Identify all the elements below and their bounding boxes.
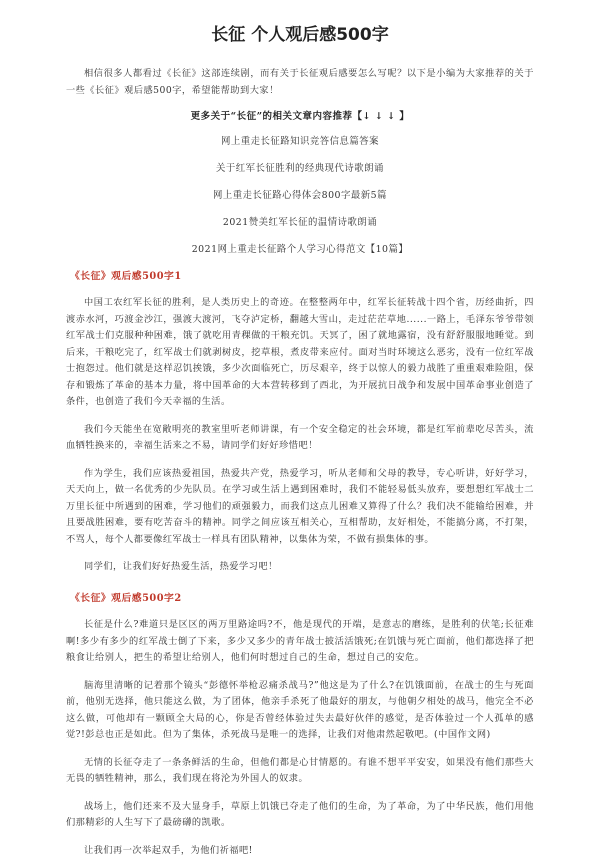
recommend-list — [66, 134, 534, 258]
body-paragraph: 战场上，他们还来不及大显身手，草原上饥饿已夺走了他们的生命，为了革命，为了中华民族，他们用他们那精彩的人生写下了最磅礴的凯歌。 — [66, 799, 534, 832]
section-title: 《长征》观后感500字1 — [66, 269, 534, 286]
recommend-heading: 更多关于“长征”的相关文章内容推荐【↓ ↓ ↓ 】 — [66, 109, 534, 126]
body-paragraph: 中国工农红军长征的胜利，是人类历史上的奇迹。在整整两年中，红军长征转战十四个省，历经曲折，四渡赤水河，巧渡金沙江，强渡大渡河，飞夺泸定桥，翻越大雪山，走过茫茫草地......一路上，毛泽东爷爷带领红军战士们克服种种困难，饿了就吃用青稞做的干粮充饥。天冥了，困了就地露宿，没有舒舒服服地睡觉。到后来，干粮吃完了，红军战士们就剥树皮，挖草根，煮皮带来应付。面对当时环境这么恶劣，没有一位红军战士抱怨过。他们就是这样忍饥挨饿，多少次面临死亡，历尽艰辛，终于以惊人的毅力战胜了重重艰难险阻，保存和锻炼了革命的基本力量，将中国革命的大本营转移到了西北，为开展抗日战争和发展中国革命事业创造了条件，也创造了我们今天幸福的生活。 — [66, 295, 534, 411]
body-paragraph: 作为学生，我们应该热爱祖国，热爱共产党，热爱学习，听从老师和父母的教导，专心听讲，好好学习，天天向上，做一名优秀的少先队员。在学习或生活上遇到困难时，我们不能轻易低头放弃，要想想红军战士二万里长征中所遇到的困难，学习他们的顽强毅力，而我们这点儿困难又算得了什么？我们决不能输给困难，并且要战胜困难，要有吃苦奋斗的精神。同学之间应该互相关心，互相帮助，友好相处，不能搞分离，不打架，不骂人，每个人都要像红军战士一样具有团队精神，以集体为荣，不做有损集体的事。 — [66, 466, 534, 549]
section-title: 《长征》观后感500字2 — [66, 591, 534, 608]
recommend-link[interactable]: 网上重走长征路知识竞答信息篇答案 — [66, 134, 534, 150]
body-paragraph: 无情的长征夺走了一条条鲜活的生命，但他们都是心甘情愿的。有谁不想平平安安，如果没有他们那些大无畏的牺牲精神，那么，我们现在将沦为外国人的奴隶。 — [66, 755, 534, 788]
recommend-link[interactable]: 2021赞美红军长征的温情诗歌朗诵 — [66, 215, 534, 231]
body-paragraph: 同学们，让我们好好热爱生活，热爱学习吧！ — [66, 559, 534, 576]
recommend-link[interactable]: 关于红军长征胜利的经典现代诗歌朗诵 — [66, 161, 534, 177]
body-paragraph: 长征是什么?难道只是区区的两万里路途吗?不，他是现代的开端，是意志的磨练，是胜利的伏笔;长征难啊!多少有多少的红军战士倒了下来，多少又多少的青年战士披活活饿死;在饥饿与死亡面前，他们都选择了把粮食让给别人，把生的希望让给别人，他们何时想过自己的生命，想过自己的安危。 — [66, 617, 534, 667]
recommend-link[interactable]: 网上重走长征路心得体会800字最新5篇 — [66, 188, 534, 204]
body-paragraph: 脑海里清晰的记着那个镜头“彭德怀举枪忍痛杀战马?”他这是为了什么?在饥饿面前，在战士的生与死面前，他别无选择，他只能这么做，为了团体，他亲手杀死了他最好的朋友，与他朝夕相处的战马，他完全不必这么做，可他却有一颗顾全大局的心，你是否曾经体验过失去最好伙伴的感觉，是否体验过一个人孤单的感觉?!彭总也正是如此。但为了集体，杀死战马是唯一的选择，让我们对他肃然起敬吧。(中国作文网) — [66, 678, 534, 744]
body-paragraph: 我们今天能坐在宽敞明亮的教室里听老师讲课，有一个安全稳定的社会环境，都是红军前辈吃尽苦头，流血牺牲换来的，幸福生活来之不易，请同学们好好珍惜吧！ — [66, 422, 534, 455]
body-paragraph: 让我们再一次举起双手，为他们祈福吧! — [66, 843, 534, 859]
intro-paragraph: 相信很多人都看过《长征》这部连续剧，而有关于长征观后感要怎么写呢？以下是小编为大家推荐的关于一些《长征》观后感500字，希望能帮助到大家！ — [66, 66, 534, 99]
recommend-link[interactable]: 2021网上重走长征路个人学习心得范文【10篇】 — [66, 242, 534, 258]
page-title: 长征 个人观后感500字 — [66, 0, 534, 54]
